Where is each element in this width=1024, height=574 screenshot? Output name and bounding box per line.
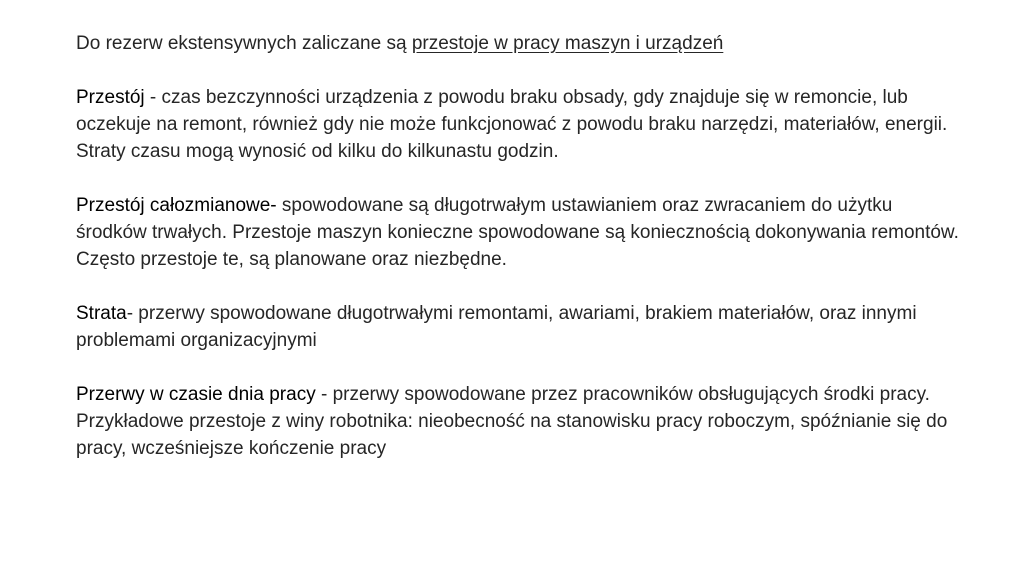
- definition-text: spowodowane są długotrwałym ustawianiem oraz zwracaniem do użytku środków trwałych. Przestoje maszyn konieczne spowodowane są koniecznością dokonywania remontów. Często przestoje te, są planowane oraz niezbędne.: [76, 195, 959, 270]
- definition-strata: [76, 300, 966, 354]
- intro-underlined-phrase: przestoje w pracy maszyn i urządzeń: [411, 33, 724, 54]
- definition-text: - przerwy spowodowane długotrwałymi remontami, awariami, brakiem materiałów, oraz innymi problemami organizacyjnymi: [76, 303, 917, 351]
- definition-term: Przestój: [76, 87, 145, 108]
- intro-paragraph: [76, 30, 966, 57]
- definition-term: Strata: [76, 303, 127, 324]
- slide-content: [76, 30, 966, 462]
- definition-text: - przerwy spowodowane przez pracowników obsługujących środki pracy. Przykładowe przestoje z winy robotnika: nieobecność na stanowisku pracy roboczym, spóźnianie się do pracy, wcześniejsze kończenie pracy: [76, 384, 948, 459]
- definition-term: Przestój całozmianowe-: [76, 195, 277, 216]
- definition-przerwy: [76, 381, 966, 462]
- definition-przestoj: [76, 84, 966, 165]
- definition-przestoj-calozmianowe: [76, 192, 966, 273]
- definition-term: Przerwy w czasie dnia pracy: [76, 384, 316, 405]
- definition-text: - czas bezczynności urządzenia z powodu braku obsady, gdy znajduje się w remoncie, lub oczekuje na remont, również gdy nie może funkcjonować z powodu braku narzędzi, materiałów, energii. Straty czasu mogą wynosić od kilku do kilkunastu godzin.: [76, 87, 948, 162]
- intro-text: Do rezerw ekstensywnych zaliczane są: [76, 33, 412, 54]
